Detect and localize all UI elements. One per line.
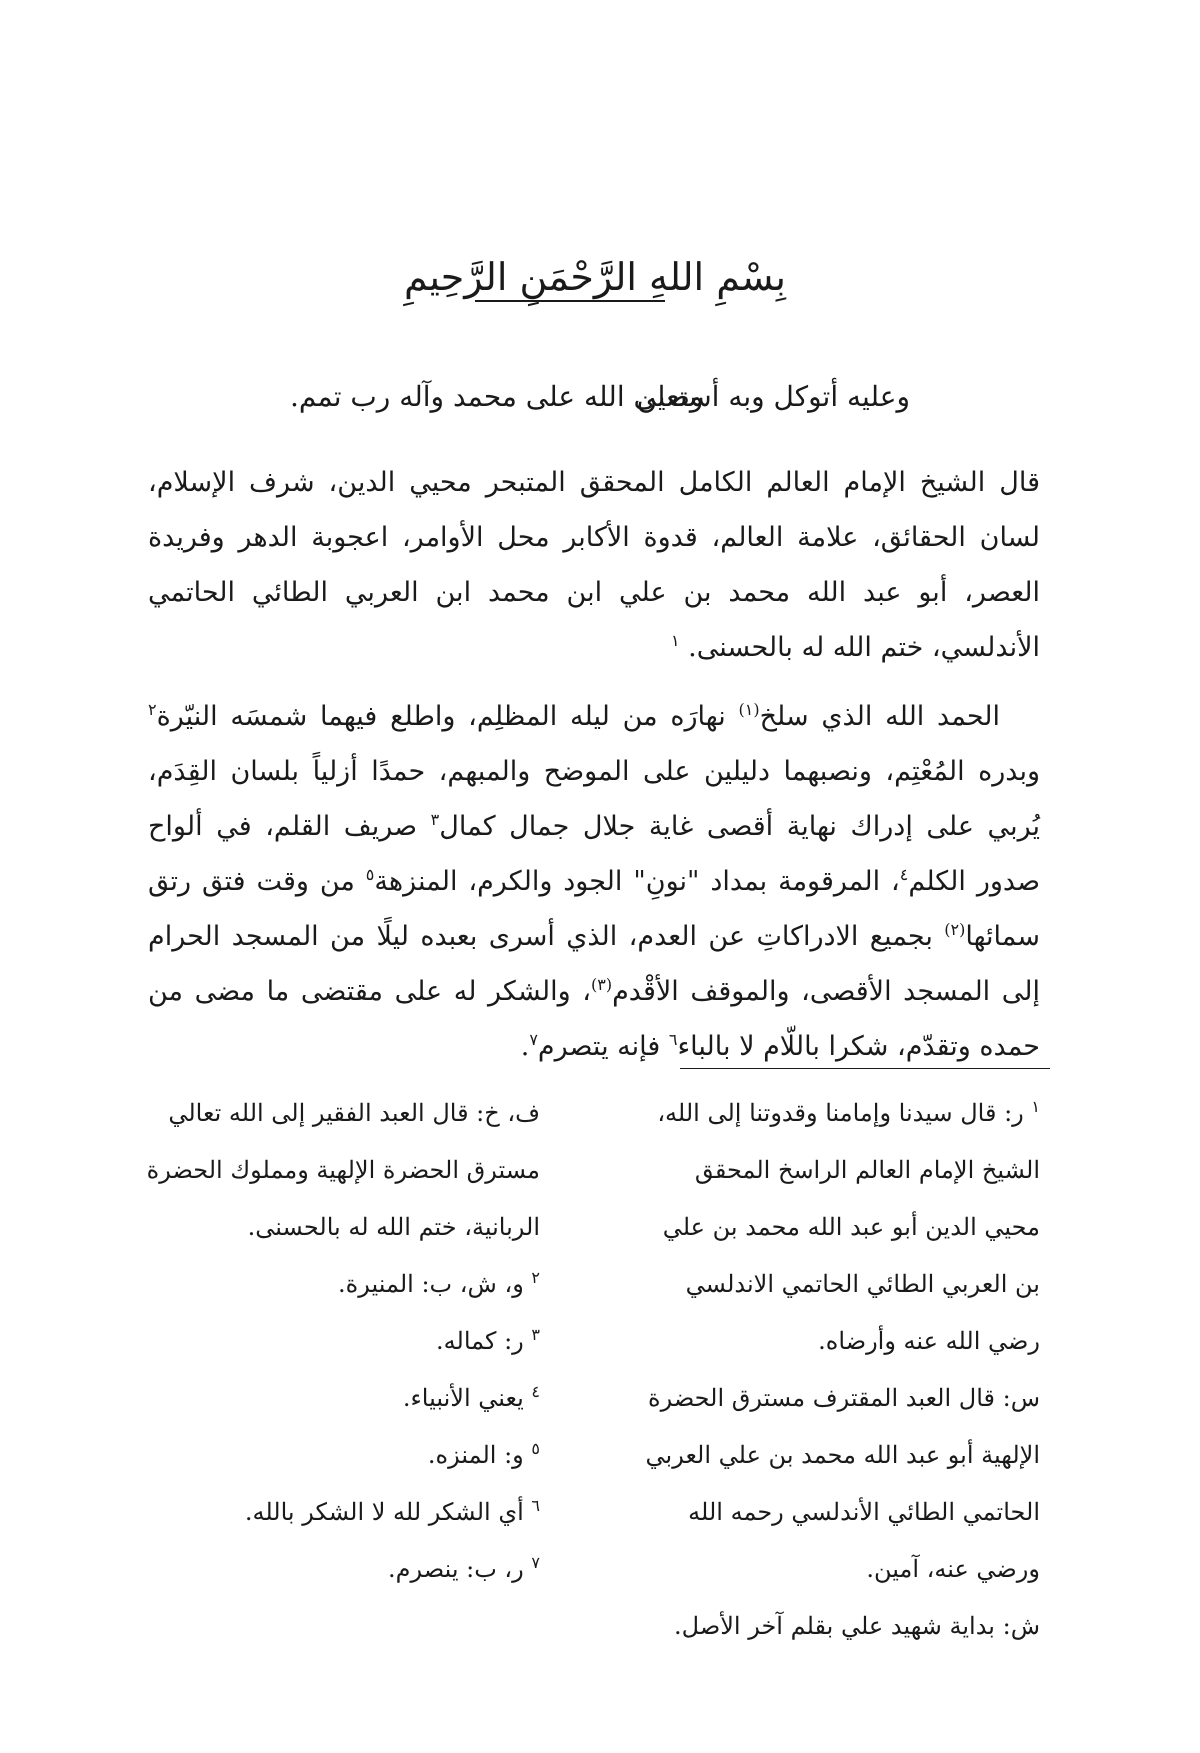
- footnote-marker: ١: [670, 631, 680, 650]
- hamd-segment: نهارَه من ليله المظلِم، واطلع فيهما شمسَه النيّرة: [156, 701, 739, 732]
- footnote-text: ف، خ: قال العبد الفقير إلى الله تعالي مسترق الحضرة الإلهية ومملوك الحضرة الربانية، ختم الله له بالحسنى.: [146, 1099, 540, 1241]
- footnote: [140, 1370, 540, 1427]
- footnote-marker: ٦: [668, 1030, 678, 1049]
- footnote-text: يعني الأنبياء.: [402, 1384, 532, 1412]
- hamd-segment: ، والشكر له على مقتضى ما مضى من حمده وتقدّم، شكرا باللّام لا بالباء: [148, 976, 1040, 1062]
- invocation-right: وعليه أتوكل وبه أستعين: [636, 380, 910, 413]
- footnote-marker: ٤: [899, 865, 909, 884]
- footnote-text: و: المنزه.: [427, 1441, 532, 1469]
- basmala-text: بِسْمِ اللهِ الرَّحْمَنِ الرَّحِيمِ: [404, 255, 786, 299]
- margin-note-marker: (١): [738, 700, 760, 719]
- hamd-segment: صريف القلم، في ألواح صدور الكلم: [148, 811, 1040, 897]
- margin-note-marker: (٢): [944, 920, 966, 939]
- footnote: [140, 1427, 540, 1484]
- intro-text: قال الشيخ الإمام العالم الكامل المحقق المتبحر محيي الدين، شرف الإسلام، لسان الحقائق، علامة العالم، قدوة الأكابر محل الأوامر، اعجوبة الدهر وفريدة العصر، أبو عبد الله محمد بن علي ابن محمد ابن العربي الطائي الحاتمي الأندلسي، ختم الله له بالحسنى.: [148, 467, 1040, 663]
- footnote-text: س: قال العبد المقترف مسترق الحضرة الإلهية أبو عبد الله محمد بن علي العربي الحاتمي الطائي الأندلسي رحمه الله ورضي عنه، آمين.: [645, 1384, 1040, 1583]
- hamd-segment: وبدره المُعْتِم، ونصبهما دليلين على الموضح والمبهم، حمدًا أزلياً بلسان القِدَم، يُربي على إدراك نهاية أقصى غاية جلال جمال كمال: [148, 756, 1040, 842]
- footnote-marker: ٣: [430, 810, 440, 829]
- footnote: [140, 1541, 540, 1598]
- footnote-marker: ٥: [365, 865, 375, 884]
- footnote: [140, 1313, 540, 1370]
- invocation-left: وصلى الله على محمد وآله رب تمم.: [290, 380, 704, 413]
- main-text: [148, 455, 1040, 1074]
- footnote-text: ش: بداية شهيد علي بقلم آخر الأصل.: [674, 1612, 1040, 1640]
- footnote-text: و، ش، ب: المنيرة.: [338, 1270, 532, 1298]
- footnote-number: ٥: [531, 1439, 540, 1458]
- margin-note-marker: (٣): [591, 975, 613, 994]
- footnote-marker: ٢: [148, 700, 157, 719]
- footnote-number: ٦: [531, 1496, 540, 1515]
- hamd-segment: .: [520, 1031, 530, 1062]
- hamd-segment: من وقت فتق رتق سمائها: [148, 866, 1040, 952]
- invocation-line: [290, 380, 910, 420]
- footnote-marker: ٧: [529, 1030, 538, 1049]
- footnotes-left-column: [140, 1085, 540, 1598]
- footnote: [140, 1484, 540, 1541]
- footnote-text: ر: قال سيدنا وإمامنا وقدوتنا إلى الله، الشيخ الإمام العالم الراسخ المحقق محيي الدين أبو عبد الله محمد بن علي بن العربي الطائي الحاتمي الاندلسي رضي الله عنه وأرضاه.: [657, 1099, 1040, 1355]
- basmala-flourish: [475, 300, 665, 302]
- footnote-number: ١: [1031, 1097, 1040, 1116]
- footnotes-right-column: [640, 1085, 1040, 1655]
- hamd-segment: ، المرقومة بمداد "نونِ" الجود والكرم، المنزهة: [374, 866, 900, 897]
- footnote-number: ٣: [531, 1325, 540, 1344]
- hamd-paragraph: [148, 689, 1040, 1074]
- footnote-number: ٧: [531, 1553, 540, 1572]
- footnote-divider: [680, 1068, 1050, 1069]
- footnote: [140, 1085, 540, 1256]
- footnote-text: ر: كماله.: [436, 1327, 532, 1355]
- footnote-text: أي الشكر لله لا الشكر بالله.: [244, 1498, 532, 1526]
- footnote: [640, 1085, 1040, 1370]
- hamd-segment: فإنه يتصرم: [537, 1031, 669, 1062]
- hamd-segment: الحمد الله الذي سلخ: [759, 701, 1000, 732]
- footnote: [640, 1598, 1040, 1655]
- hamd-segment: بجميع الادراكاتِ عن العدم، الذي أسرى بعبده ليلًا من المسجد الحرام إلى المسجد الأقصى، والموقف الأقْدم: [148, 921, 1041, 1007]
- footnote: [640, 1370, 1040, 1598]
- footnote-number: ٢: [531, 1268, 540, 1287]
- intro-paragraph: [148, 455, 1040, 675]
- footnote-text: ر، ب: ينصرم.: [388, 1555, 532, 1583]
- footnote: [140, 1256, 540, 1313]
- basmala-heading: [380, 255, 810, 325]
- footnote-number: ٤: [531, 1382, 540, 1401]
